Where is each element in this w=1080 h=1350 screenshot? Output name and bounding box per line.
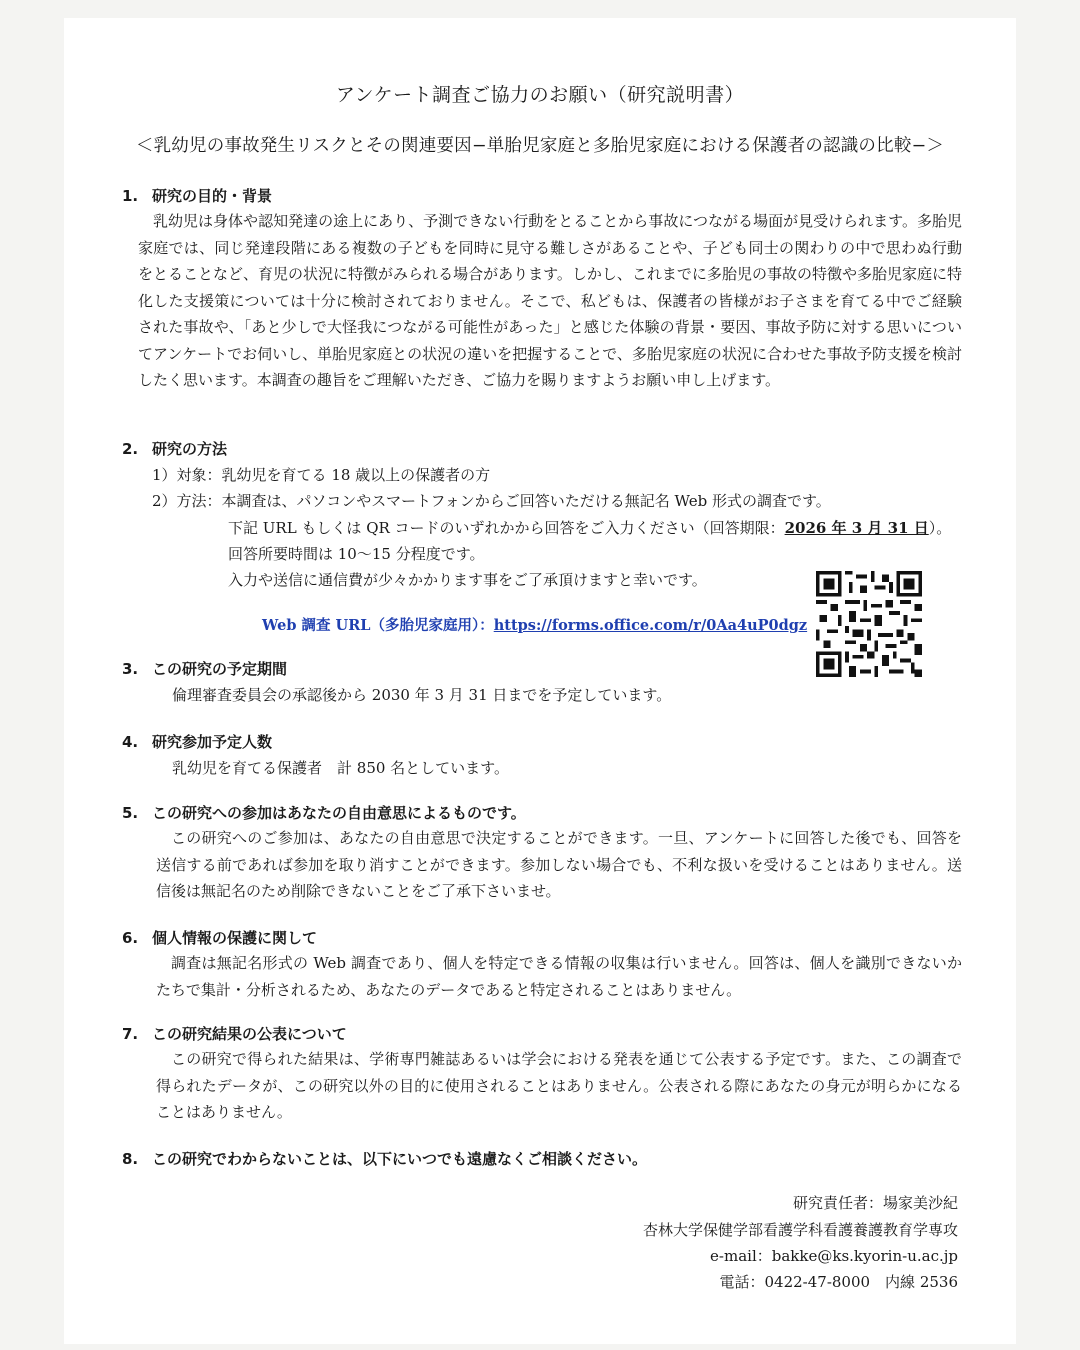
answer-deadline: 2026 年 3 月 31 日: [784, 519, 929, 537]
section-6-title: 個人情報の保護に関して: [152, 929, 318, 947]
section-6-body: 調査は無記名形式の Web 調査であり、個人を特定できる情報の収集は行いません。回答は、個人を識別できないかたちで集計・分析されるため、あなたのデータであると特定されることはありません。: [156, 954, 962, 999]
section-1-heading: [122, 185, 272, 206]
contact-affiliation: 杏林大学保健学部看護学科看護養護教育学専攻: [642, 1221, 958, 1239]
section-1-body: 乳幼児は身体や認知発達の途上にあり、予測できない行動をとることから事故につながる場面が見受けられます。多胎児家庭では、同じ発達段階にある複数の子どもを同時に見守る難しさがあることや、子ども同士の関わりの中で思わぬ行動をとることなど、育児の状況に特徴がみられる場合があります。しかし、これまでに多胎児の事故の特徴や多胎児家庭に特化した支援策については十分に検討されておりません。そこで、私どもは、保護者の皆様がお子さまを育てる中でご経験された事故や、「あと少しで大怪我につながる可能性があった」と感じた体験の背景・要因、事故予防に対する思いについてアンケートでお伺いし、単胎児家庭との状況の違いを把握することで、多胎児家庭の状況に合わせた事故予防支援を検討したく思います。本調査の趣旨をご理解いただき、ご協力を賜りますようお願い申し上げます。: [138, 212, 962, 389]
contact-phone: 電話：0422-47-8000 内線 2536: [719, 1273, 958, 1291]
section-4-title: 研究参加予定人数: [152, 733, 273, 751]
section-5-heading: [122, 802, 526, 823]
instructions-close: ）。: [928, 519, 952, 537]
section-3-body: 倫理審査委員会の承認後から 2030 年 3 月 31 日までを予定しています。: [172, 686, 672, 704]
survey-url-link[interactable]: https://forms.office.com/r/0Aa4uP0dgz: [493, 617, 808, 634]
section-4-heading: [122, 731, 272, 752]
section-3-title: この研究の予定期間: [152, 660, 288, 678]
section-7-title: この研究結果の公表について: [152, 1025, 347, 1043]
section-6-number: 6.: [122, 929, 139, 947]
qr-code-icon[interactable]: [816, 571, 922, 677]
contact-researcher: 研究責任者：場家美沙紀: [792, 1194, 958, 1212]
section-1-number: 1.: [122, 187, 139, 205]
section-2-heading: [122, 438, 227, 459]
section-8-number: 8.: [122, 1150, 139, 1168]
section-3-heading: [122, 658, 287, 679]
section-5-number: 5.: [122, 804, 139, 822]
method-duration: 回答所要時間は 10〜15 分程度です。: [228, 545, 485, 563]
document-title: アンケート調査ご協力のお願い（研究説明書）: [335, 84, 745, 106]
section-1-title: 研究の目的・背景: [152, 187, 273, 205]
section-8-heading: [122, 1148, 647, 1169]
section-5-title: この研究への参加はあなたの自由意思によるものです。: [152, 804, 526, 822]
document-subtitle: ＜乳幼児の事故発生リスクとその関連要因−単胎児家庭と多胎児家庭における保護者の認識の比較−＞: [135, 136, 945, 156]
method-target: 1）対象：乳幼児を育てる 18 歳以上の保護者の方: [152, 466, 491, 484]
section-2-number: 2.: [122, 440, 139, 458]
method-cost-note: 入力や送信に通信費が少々かかります事をご了承頂けますと幸いです。: [228, 571, 707, 589]
section-4-body: 乳幼児を育てる保護者 計 850 名としています。: [172, 759, 509, 777]
instructions-text: 下記 URL もしくは QR コードのいずれかから回答をご入力ください（回答期限：: [228, 519, 785, 537]
section-7-heading: [122, 1023, 347, 1044]
section-2-title: 研究の方法: [152, 440, 228, 458]
contact-email[interactable]: e-mail：bakke@ks.kyorin-u.ac.jp: [710, 1247, 958, 1265]
section-6-heading: [122, 927, 317, 948]
method-description: 2）方法：本調査は、パソコンやスマートフォンからご回答いただける無記名 Web 形式の調査です。: [152, 492, 831, 510]
section-3-number: 3.: [122, 660, 139, 678]
section-5-body: この研究へのご参加は、あなたの自由意思で決定することができます。一旦、アンケートに回答した後でも、回答を送信する前であれば参加を取り消すことができます。参加しない場合でも、不利な扱いを受けることはありません。送信後は無記名のため削除できないことをご了承下さいませ。: [156, 829, 962, 900]
document-page: [64, 18, 1016, 1344]
section-8-title: この研究でわからないことは、以下にいつでも遠慮なくご相談ください。: [152, 1150, 648, 1168]
survey-url-label: Web 調査 URL（多胎児家庭用）：: [262, 617, 494, 634]
section-7-number: 7.: [122, 1025, 139, 1043]
survey-url-line[interactable]: [262, 614, 807, 635]
method-input-instructions: [228, 517, 951, 538]
section-7-body: この研究で得られた結果は、学術専門雑誌あるいは学会における発表を通じて公表する予定です。また、この調査で得られたデータが、この研究以外の目的に使用されることはありません。公表される際にあなたの身元が明らかになることはありません。: [156, 1050, 962, 1121]
section-4-number: 4.: [122, 733, 139, 751]
